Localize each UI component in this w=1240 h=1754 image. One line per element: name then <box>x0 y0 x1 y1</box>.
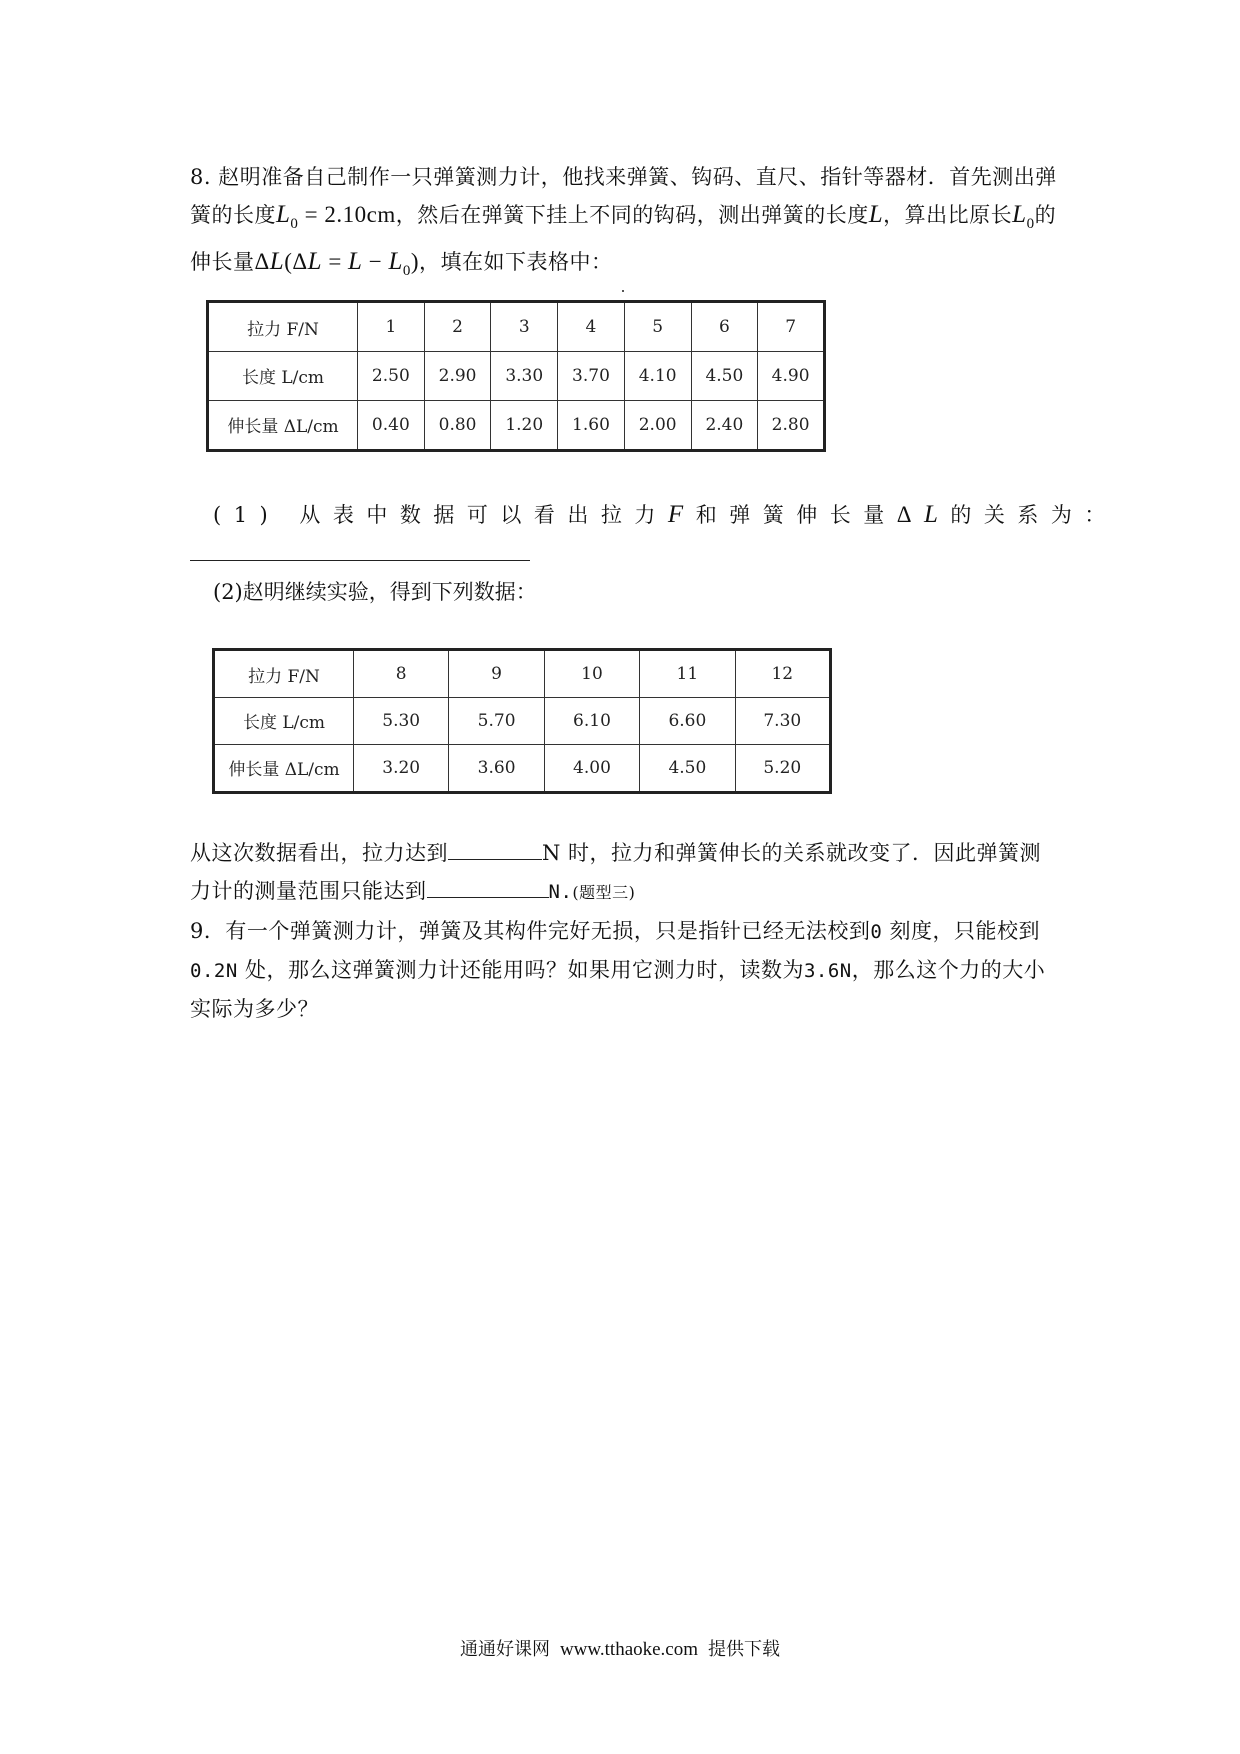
L0-value: 2.10 <box>324 202 367 227</box>
table-cell: 5.30 <box>354 698 449 744</box>
table-cell: 2.50 <box>358 352 425 400</box>
question-8-intro <box>190 158 1060 290</box>
table-cell: 5 <box>624 302 691 352</box>
scan-speck <box>622 290 624 292</box>
table-cell: 3 <box>491 302 558 352</box>
table-cell: 11 <box>640 650 735 698</box>
part1-text-2: 和弹簧伸长量 <box>695 503 897 527</box>
table-cell: 9 <box>449 650 544 698</box>
part1-text: (1) 从表中数据可以看出拉力 <box>213 503 668 527</box>
footer-url[interactable]: www.tthaoke.com <box>559 1639 699 1660</box>
table-cell: 0.80 <box>424 400 491 450</box>
row-label-length: 长度 L/cm <box>208 352 358 400</box>
table-cell: 4.00 <box>544 744 639 792</box>
row-label-length: 长度 L/cm <box>214 698 354 744</box>
table-row-force <box>208 302 825 352</box>
table-cell: 5.70 <box>449 698 544 744</box>
q9-text-4: ，那么这个力的大小实际为多少？ <box>190 958 1046 1021</box>
table-cell: 7.30 <box>735 698 830 744</box>
table-cell: 6.10 <box>544 698 639 744</box>
footer-site-name: 通通好课网 <box>459 1639 550 1660</box>
row-label-force: 拉力 F/N <box>208 302 358 352</box>
table-cell: 0.40 <box>358 400 425 450</box>
table-cell: 6 <box>691 302 758 352</box>
answer-blank-line <box>190 560 530 561</box>
math-equals: = <box>298 202 325 227</box>
question-8-part-2: (2)赵明继续实验，得到下列数据： <box>213 580 537 604</box>
table-cell: 4 <box>558 302 625 352</box>
q9-text: 9．有一个弹簧测力计，弹簧及其构件完好无损，只是指针已经无法校到 <box>190 919 871 943</box>
L0-unit: cm <box>366 202 396 227</box>
question-8-conclusion <box>190 834 1060 1028</box>
table-cell: 7 <box>758 302 825 352</box>
q9-text-2: 刻度，只能校到 <box>889 919 1040 943</box>
table-cell: 1.60 <box>558 400 625 450</box>
q8-intro-text-3: ，算出比原长 <box>883 203 1013 227</box>
q9-value-1: 0.2N <box>190 960 238 982</box>
q8-intro-text-2: ，然后在弹簧下挂上不同的钩码，测出弹簧的长度 <box>395 203 869 227</box>
row-label-extension: 伸长量 ΔL/cm <box>214 744 354 792</box>
conclusion-text-2: N 时，拉力和弹簧伸长的关系就改变了．因此弹簧测力计的测量范围只能达到 <box>190 841 1042 903</box>
table-cell: 8 <box>354 650 449 698</box>
math-L0: $L_0$ <box>276 201 299 232</box>
table-cell: 3.70 <box>558 352 625 400</box>
page-footer <box>0 1636 1240 1664</box>
row-label-extension: 伸长量 ΔL/cm <box>208 400 358 450</box>
math-L0-2: $L_0$ <box>1012 201 1035 232</box>
math-F: F <box>667 501 696 528</box>
table-row-extension <box>214 744 831 792</box>
q8-intro-text-5: ，填在如下表格中： <box>419 250 613 274</box>
table-cell: 3.20 <box>354 744 449 792</box>
math-delta-L: ΔL <box>896 501 951 528</box>
math-L: L <box>868 201 884 228</box>
q8-intro-text: 8. 赵明准备自己制作一只弹簧测力计，他找来弹簧、钩码、直尺、指针等器材．首先测出弹簧的长度 <box>190 165 1057 227</box>
table-cell: 2.90 <box>424 352 491 400</box>
q9-text-3: 处，那么这弹簧测力计还能用吗？如果用它测力时，读数为 <box>244 958 804 982</box>
table-cell: 2.00 <box>624 400 691 450</box>
question-8-part-1 <box>213 496 1118 534</box>
table-cell: 2 <box>424 302 491 352</box>
answer-blank-force[interactable] <box>448 839 542 860</box>
table-row-extension <box>208 400 825 450</box>
table-cell: 1 <box>358 302 425 352</box>
table-cell: 6.60 <box>640 698 735 744</box>
conclusion-text: 从这次数据看出，拉力达到 <box>190 841 448 865</box>
table-row-length <box>208 352 825 400</box>
row-label-force: 拉力 F/N <box>214 650 354 698</box>
table-cell: 10 <box>544 650 639 698</box>
q9-value-2: 3.6N <box>803 960 852 982</box>
table-cell: 4.50 <box>691 352 758 400</box>
math-delta-L-def: $\Delta L(\Delta L = L - L_0)$ <box>254 248 420 279</box>
table-cell: 1.20 <box>491 400 558 450</box>
table-cell: 2.40 <box>691 400 758 450</box>
question-type-note: (题型三) <box>572 883 636 902</box>
table-cell: 3.30 <box>491 352 558 400</box>
question-9 <box>190 919 1045 1021</box>
q9-zero-value: 0 <box>870 921 883 943</box>
table-cell: 4.90 <box>758 352 825 400</box>
table-row-length <box>214 698 831 744</box>
table-cell: 12 <box>735 650 830 698</box>
answer-blank-range[interactable] <box>427 877 549 898</box>
data-table-1 <box>206 300 826 452</box>
table-cell: 2.80 <box>758 400 825 450</box>
footer-suffix: 提供下载 <box>708 1639 781 1660</box>
data-table-2 <box>212 648 832 794</box>
table-cell: 4.50 <box>640 744 735 792</box>
table-cell: 5.20 <box>735 744 830 792</box>
table-cell: 3.60 <box>449 744 544 792</box>
part1-text-3: 的关系为： <box>950 503 1118 527</box>
table-row-force <box>214 650 831 698</box>
conclusion-text-3: N. <box>548 881 573 903</box>
table-cell: 4.10 <box>624 352 691 400</box>
q8-intro-text-4: 的伸长量 <box>190 203 1057 274</box>
